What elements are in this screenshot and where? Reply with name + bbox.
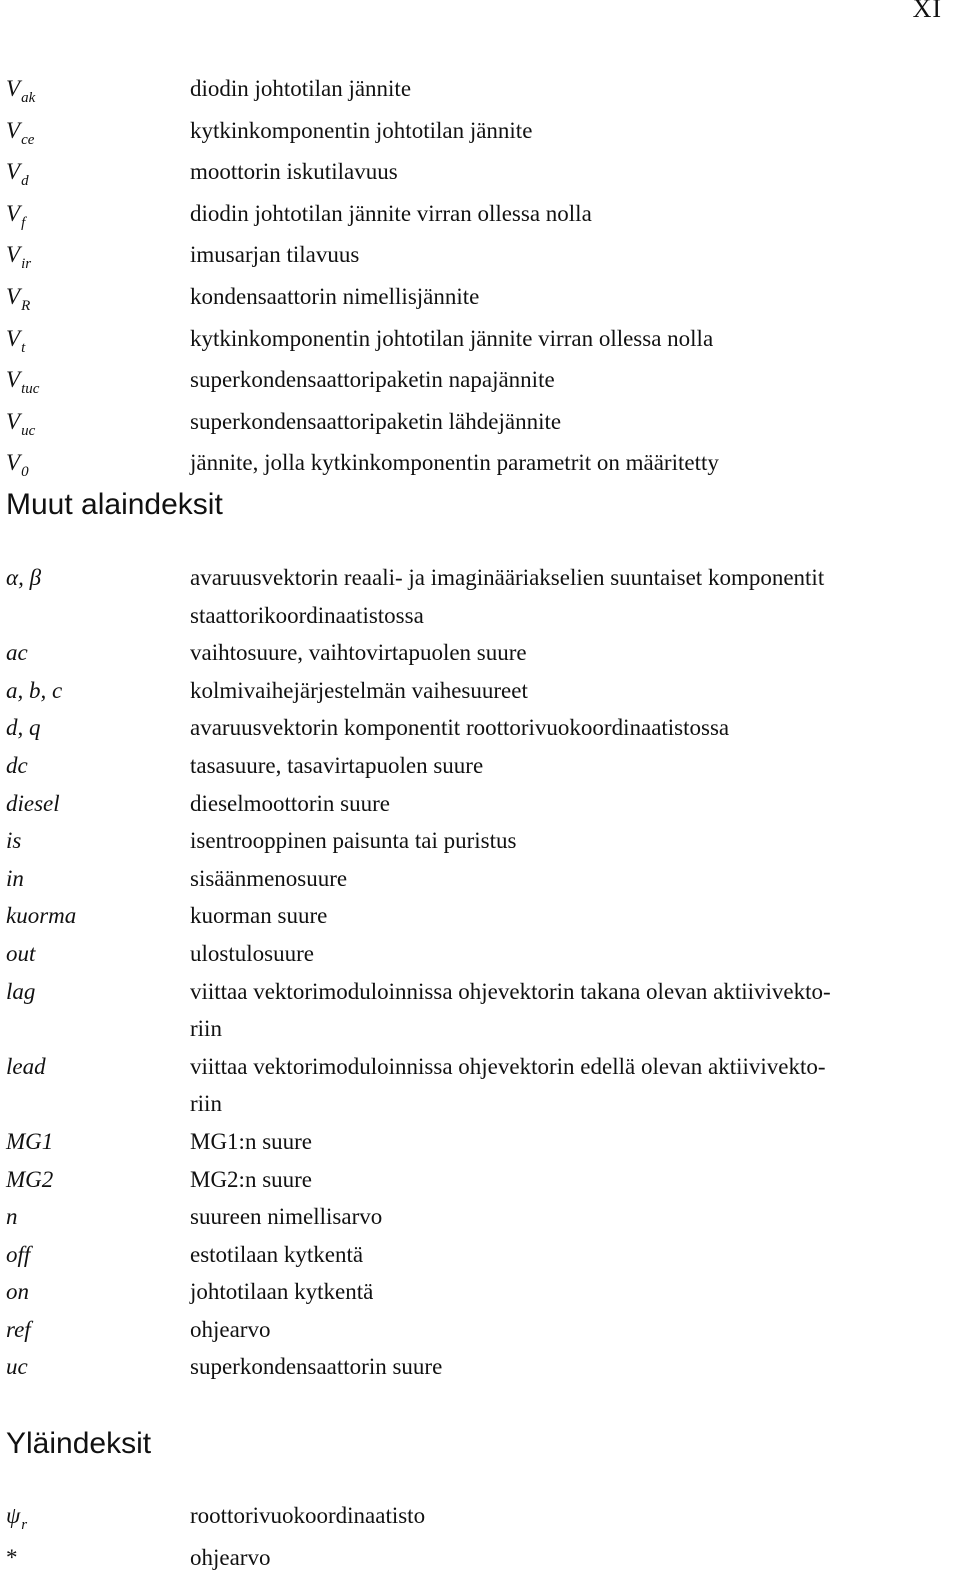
symbol-description: diodin johtotilan jännite virran ollessa nolla [190,200,592,226]
symbol-description: kytkinkomponentin johtotilan jännite virran ollessa nolla [190,325,714,351]
symbol-row [6,403,952,445]
subscript-row [6,785,952,823]
symbol-subscript: tuc [21,381,40,398]
description-line: riin [190,1016,222,1042]
symbol-description: diodin johtotilan jännite [190,76,412,101]
symbol-description: moottorin iskutilavuus [190,159,398,185]
superscript-row [6,1539,952,1577]
subscript-description: MG1:n suure [190,1128,313,1154]
subscript-symbol: lag [6,978,36,1004]
symbol [6,403,190,445]
symbol-description: superkondensaattoripaketin napajännite [190,367,555,393]
subscript-symbol: α, β [6,565,42,590]
subscript-row [6,634,952,672]
subscript-description: avaruusvektorin komponentit roottorivuokoordinaatistossa [190,715,730,741]
symbol [6,278,190,320]
symbol-subscript: ak [21,90,36,106]
subscript-description: dieselmoottorin suure [190,790,390,816]
subscript-row [6,935,952,973]
superscript-symbol [6,1539,190,1577]
subscript-row [6,559,952,634]
symbol-subscript: d [21,173,29,190]
subscript-symbol: dc [6,752,28,778]
subscript-description [190,973,952,1048]
subscript-symbol: ac [6,640,28,666]
subscript-symbol: off [6,1241,31,1267]
symbol-base: V [6,450,21,476]
subscript-row [6,1048,952,1123]
symbol-description: kytkinkomponentin johtotilan jännite [190,117,533,143]
subscript-symbol: ref [6,1316,31,1342]
symbol-subscript: t [21,339,26,356]
subscript-row [6,1236,952,1274]
subscript-row [6,1348,952,1386]
symbol [6,361,190,403]
subscript-symbol: diesel [6,790,60,816]
symbol-description: imusarjan tilavuus [190,242,360,268]
symbol-base: V [6,325,21,351]
subscript-list [6,559,952,1386]
symbol-row [6,320,952,362]
subscript-row [6,860,952,898]
subscript-symbol: MG1 [6,1128,54,1154]
symbol-base: V [6,200,21,226]
symbol-subscript: f [21,214,26,231]
subscript-description: ulostulosuure [190,940,314,966]
symbol-row [6,236,952,278]
section-heading-subscripts: Muut alaindeksit [6,488,223,521]
description-line: viittaa vektorimoduloinnissa ohjevektorin takana olevan aktiivivekto- [190,978,831,1004]
subscript-description: isentrooppinen paisunta tai puristus [190,828,517,854]
subscript-description: kolmivaihejärjestelmän vaihesuureet [190,677,528,703]
symbol-subscript: r [21,1517,28,1533]
symbol-row [6,70,952,112]
subscript-row [6,1198,952,1236]
subscript-description: superkondensaattorin suure [190,1354,443,1380]
subscript-symbol: MG2 [6,1166,54,1192]
subscript-symbol: a, b, c [6,677,63,703]
symbol [6,320,190,362]
symbol-base: V [6,242,21,268]
symbol-subscript: uc [21,422,36,439]
subscript-description: vaihtosuure, vaihtovirtapuolen suure [190,640,527,666]
subscript-row [6,897,952,935]
symbol-subscript: R [21,297,31,314]
symbol-description: kondensaattorin nimellisjännite [190,283,480,309]
symbol-row [6,195,952,237]
symbol [6,112,190,154]
subscript-description: kuorman suure [190,903,328,929]
subscript-row [6,672,952,710]
subscript-description: ohjearvo [190,1316,271,1342]
symbol-subscript: 0 [21,464,29,481]
symbol [6,195,190,237]
symbol-base: V [6,283,21,309]
symbol-subscript: ce [21,131,35,148]
symbol [6,70,190,112]
symbol-base: V [6,367,21,393]
voltage-symbol-list [6,70,952,486]
symbol-row [6,444,952,486]
page-number: XI [912,0,942,23]
symbol-row [6,153,952,195]
symbol-base: V [6,76,21,101]
subscript-symbol: is [6,828,22,854]
symbol [6,153,190,195]
subscript-symbol: on [6,1279,29,1305]
subscript-row [6,747,952,785]
subscript-row [6,973,952,1048]
symbol-description: jännite, jolla kytkinkomponentin parametrit on määritetty [190,450,719,476]
description-line: avaruusvektorin reaali- ja imaginääriakselien suuntaiset komponentit [190,565,825,590]
subscript-symbol: in [6,865,24,891]
subscript-symbol: lead [6,1053,46,1079]
symbol-base: V [6,117,21,143]
section-heading-superscripts: Yläindeksit [6,1427,152,1460]
subscript-description: johtotilaan kytkentä [190,1279,374,1305]
subscript-description: estotilaan kytkentä [190,1241,364,1267]
subscript-row [6,1273,952,1311]
symbol [6,236,190,278]
description-line: riin [190,1091,222,1117]
subscript-description [190,1048,952,1123]
description-line: staattorikoordinaatistossa [190,602,424,628]
subscript-symbol: n [6,1204,18,1230]
subscript-row [6,709,952,747]
symbol [6,444,190,486]
superscript-list [6,1497,952,1576]
asterisk-symbol: * [6,1544,18,1570]
symbol-row [6,112,952,154]
subscript-description: MG2:n suure [190,1166,313,1192]
subscript-row [6,822,952,860]
symbol-description: superkondensaattoripaketin lähdejännite [190,408,562,434]
subscript-symbol: out [6,940,36,966]
subscript-description: suureen nimellisarvo [190,1204,383,1230]
symbol-base: V [6,159,21,185]
symbol-base: V [6,408,21,434]
superscript-row [6,1497,952,1539]
subscript-description [190,559,952,634]
symbol-row [6,361,952,403]
symbol-subscript: ir [21,256,32,273]
subscript-row [6,1161,952,1199]
subscript-symbol: d, q [6,715,41,741]
subscript-description: sisäänmenosuure [190,865,348,891]
subscript-symbol: uc [6,1354,28,1380]
superscript-description: ohjearvo [190,1544,271,1570]
subscript-description: tasasuure, tasavirtapuolen suure [190,752,484,778]
symbol-base: ψ [6,1503,21,1528]
symbol-row [6,278,952,320]
description-line: viittaa vektorimoduloinnissa ohjevektorin edellä olevan aktiivivekto- [190,1053,826,1079]
subscript-symbol: kuorma [6,903,77,929]
superscript-description: roottorivuokoordinaatisto [190,1503,426,1528]
subscript-row [6,1123,952,1161]
superscript-symbol [6,1497,190,1539]
subscript-row [6,1311,952,1349]
